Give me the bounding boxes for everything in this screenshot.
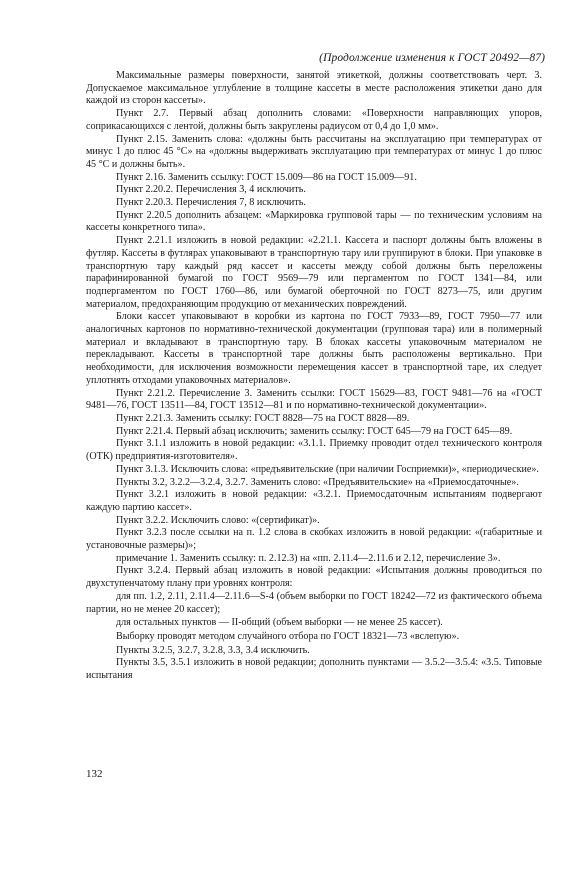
paragraph: для пп. 1.2, 2.11, 2.11.4—2.11.6—S-4 (объем выборки по ГОСТ 18242—72 из фактического объема партии, но не менее 20 кассет); [86, 590, 542, 615]
paragraph: Пункт 2.21.3. Заменить ссылку: ГОСТ 8828—75 на ГОСТ 8828—89. [116, 412, 410, 424]
paragraph: Пункт 2.20.3. Перечисления 7, 8 исключить. [116, 197, 306, 209]
running-header: (Продолжение изменения к ГОСТ 20492—87) [319, 52, 545, 64]
paragraph: Выборку проводят методом случайного отбора по ГОСТ 18321—73 «вслепую». [116, 630, 460, 642]
paragraph: для остальных пунктов — II-общий (объем выборки — не менее 25 кассет). [116, 617, 443, 629]
paragraph: Пункт 2.20.5 дополнить абзацем: «Маркировка групповой тары — по техническим условиям на кассеты конкретного типа». [86, 209, 542, 234]
paragraph: Пункт 3.1.3. Исключить слова: «предъявительские (при наличии Госприемки)», «периодические». [116, 463, 539, 475]
paragraph: Пункт 3.2.4. Первый абзац изложить в новой редакции: «Испытания должны проводиться по двухступенчатому плану при уровнях контроля: [86, 565, 542, 590]
paragraph: Пункт 3.2.2. Исключить слово: «(сертификат)». [116, 514, 320, 526]
paragraph: Максимальные размеры поверхности, занятой этикеткой, должны соответствовать черт. 3. Допускаемое максимальное углубление в толщине кассеты в месте расположения этикетки дано для каждой из сторон кассеты». [86, 70, 542, 107]
paragraph: Пункт 2.15. Заменить слова: «должны быть рассчитаны на эксплуатацию при температурах от минус 1 до плюс 45 °С» на «должны выдерживать эксплуатацию при температурах от минус 1 до плюс 45 °С и должны быть». [86, 133, 542, 170]
paragraph: Пункты 3.5, 3.5.1 изложить в новой редакции; дополнить пунктами — 3.5.2—3.5.4: «3.5. Типовые испытания [86, 657, 542, 682]
paragraph: Пункт 3.2.1 изложить в новой редакции: «3.2.1. Приемосдаточным испытаниям подвергают каждую партию кассет». [86, 489, 542, 513]
paragraph: Пункт 2.21.4. Первый абзац исключить; заменить ссылку: ГОСТ 645—79 на ГОСТ 645—89. [116, 425, 513, 437]
page-number: 132 [86, 768, 103, 780]
paragraph: Пункт 2.7. Первый абзац дополнить словами: «Поверхности направляющих упоров, соприкасающихся с лентой, должны быть закруглены радиусом от 0,4 до 1,0 мм». [86, 108, 542, 132]
paragraph: Блоки кассет упаковывают в коробки из картона по ГОСТ 7933—89, ГОСТ 7950—77 или аналогичных картонов по нормативно-технической документации (групповая тара) или в полимерный материал и вкладывают в транспортную тару. В блоках кассеты упаковочным материалом не перекладывают. Кассеты в транспортной таре должны быть расположены вертикально. При необходимости, для исключения возможности перемещения кассет в транспортной таре, их следует уплотнять отходами упаковочных материалов». [86, 311, 542, 386]
paragraph: Пункт 2.16. Заменить ссылку: ГОСТ 15.009—86 на ГОСТ 15.009—91. [116, 171, 417, 183]
body-text [86, 70, 542, 683]
paragraph: Пункты 3.2.5, 3.2.7, 3.2.8, 3.3, 3.4 исключить. [116, 644, 310, 656]
paragraph: Пункт 2.21.1 изложить в новой редакции: «2.21.1. Кассета и паспорт должны быть вложены в футляр. Кассеты в футлярах упаковывают в транспортную тару или группируют в блоки. При упаковке в транспортную тару каждый ряд кассет и кассеты между собой должны быть переложены парафинированной бумагой по ГОСТ 9569—79 или пергаментом по ГОСТ 1341—84, или подпергаментом по ГОСТ 1760—86, или бумагой оберточной по ГОСТ 8273—75, или другим материалом, предохраняющим продукцию от механических повреждений. [86, 235, 542, 310]
paragraph: Пункт 2.20.2. Перечисления 3, 4 исключить. [116, 184, 306, 196]
paragraph: Пункт 3.1.1 изложить в новой редакции: «3.1.1. Приемку проводит отдел технического контроля (ОТК) предприятия-изготовителя». [86, 438, 542, 463]
paragraph: Пункты 3.2, 3.2.2—3.2.4, 3.2.7. Заменить слово: «Предъявительские» на «Приемосдаточные». [116, 476, 519, 488]
paragraph: Пункт 2.21.2. Перечисление 3. Заменить ссылки: ГОСТ 15629—83, ГОСТ 9481—76 на «ГОСТ 9481—76, ГОСТ 13511—84, ГОСТ 13512—81 и по нормативно-технической документации». [86, 387, 542, 412]
paragraph: примечание 1. Заменить ссылку: п. 2.12.3) на «пп. 2.11.4—2.11.6 и 2.12, перечисление 3». [116, 552, 501, 564]
paragraph: Пункт 3.2.3 после ссылки на п. 1.2 слова в скобках изложить в новой редакции: «(габаритные и установочные размеры)»; [86, 527, 542, 552]
